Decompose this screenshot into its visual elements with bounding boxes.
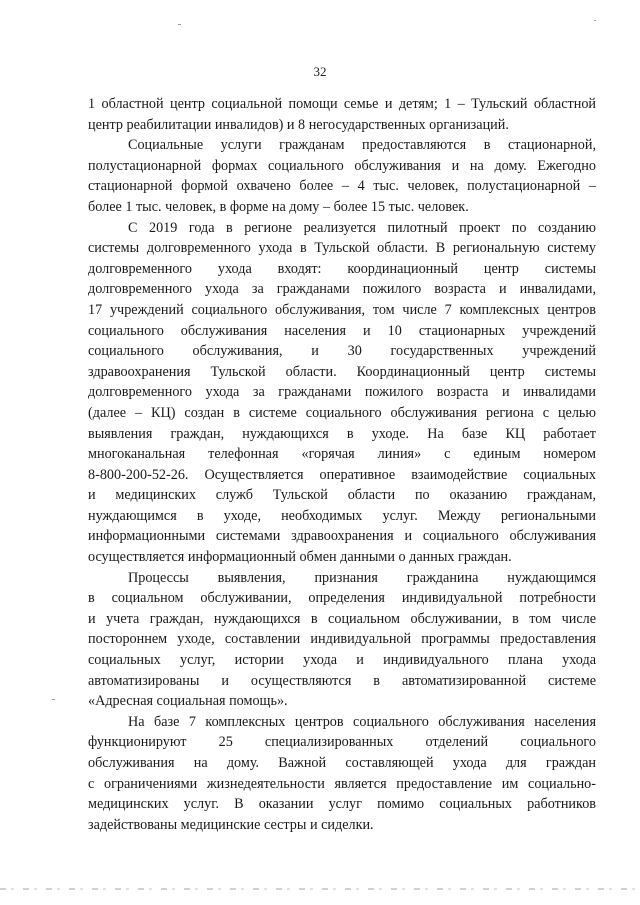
text-line: С 2019 года в регионе реализуется пилотный проект по созданию: [128, 219, 596, 236]
text-line: нуждающимся в уходе, необходимых услуг. Между региональными: [88, 507, 596, 524]
document-body: [88, 94, 596, 835]
text-line: многоканальная телефонная «горячая линия» с единым номером: [88, 446, 596, 463]
text-line: Социальные услуги гражданам предоставляются в стационарной,: [128, 137, 596, 154]
text-line: с ограничениями жизнедеятельности является предоставление им социально-: [88, 775, 596, 792]
text-line: социального обслуживания населения и 10 стационарных учреждений: [88, 322, 596, 339]
text-line: здравоохранения Тульской области. Координационный центр системы: [88, 363, 596, 380]
text-line: системы долговременного ухода в Тульской области. В региональную систему: [88, 240, 596, 257]
text-line: полустационарной формах социального обслуживания и на дому. Ежегодно: [88, 157, 596, 174]
scan-speck: [178, 24, 181, 25]
text-line: осуществляется информационный обмен данными о данных граждан.: [88, 549, 512, 566]
text-line: социальных услуг, истории ухода и индивидуального плана ухода: [88, 652, 596, 669]
text-line: стационарной формой охвачено более – 4 тыс. человек, полустационарной –: [88, 178, 596, 195]
text-line: медицинских услуг. В оказании услуг помимо социальных работников: [88, 796, 596, 813]
text-line: долговременного ухода за гражданами пожилого возраста и инвалидами: [88, 384, 596, 401]
text-line: постороннем уходе, составлении индивидуальной программы предоставления: [88, 631, 596, 648]
text-line: информационными системами здравоохранения и социального обслуживания: [88, 528, 596, 545]
scan-speck: [594, 20, 596, 21]
text-line: 8-800-200-52-26. Осуществляется оперативное взаимодействие социальных: [88, 466, 596, 483]
text-line: и учета граждан, нуждающихся в социальном обслуживании, в том числе: [88, 610, 596, 627]
text-line: в социальном обслуживании, определения индивидуальной потребности: [88, 590, 596, 607]
text-line: долговременного ухода за гражданами пожилого возраста и инвалидами,: [88, 281, 596, 298]
text-line: Процессы выявления, признания гражданина нуждающимся: [128, 569, 596, 586]
text-line: и медицинских служб Тульской области по оказанию гражданам,: [88, 487, 596, 504]
text-line: центр реабилитации инвалидов) и 8 негосударственных организаций.: [88, 116, 509, 133]
text-line: функционируют 25 специализированных отделений социального: [88, 734, 596, 751]
text-line: задействованы медицинские сестры и сиделки.: [88, 816, 374, 833]
text-line: долговременного ухода входят: координационный центр системы: [88, 260, 596, 277]
text-line: 17 учреждений социального обслуживания, том числе 7 комплексных центров: [88, 301, 596, 318]
text-line: автоматизированы и осуществляются в автоматизированной системе: [88, 672, 596, 689]
text-line: 1 областной центр социальной помощи семье и детям; 1 – Тульский областной: [88, 96, 596, 112]
text-line: (далее – КЦ) создан в системе социального обслуживания региона с целью: [88, 404, 596, 421]
text-line: выявления граждан, нуждающихся в уходе. На базе КЦ работает: [88, 425, 596, 442]
text-line: более 1 тыс. человек, в форме на дому – более 15 тыс. человек.: [88, 198, 469, 215]
text-line: На базе 7 комплексных центров социального обслуживания населения: [128, 713, 596, 730]
text-line: «Адресная социальная помощь».: [88, 693, 288, 710]
text-line: обслуживания на дому. Важной составляющей ухода для граждан: [88, 755, 596, 771]
page-number: 32: [313, 64, 327, 79]
scan-edge-artifact: [0, 888, 640, 890]
text-line: социального обслуживания, и 30 государственных учреждений: [88, 343, 596, 360]
scan-speck: [52, 699, 55, 700]
